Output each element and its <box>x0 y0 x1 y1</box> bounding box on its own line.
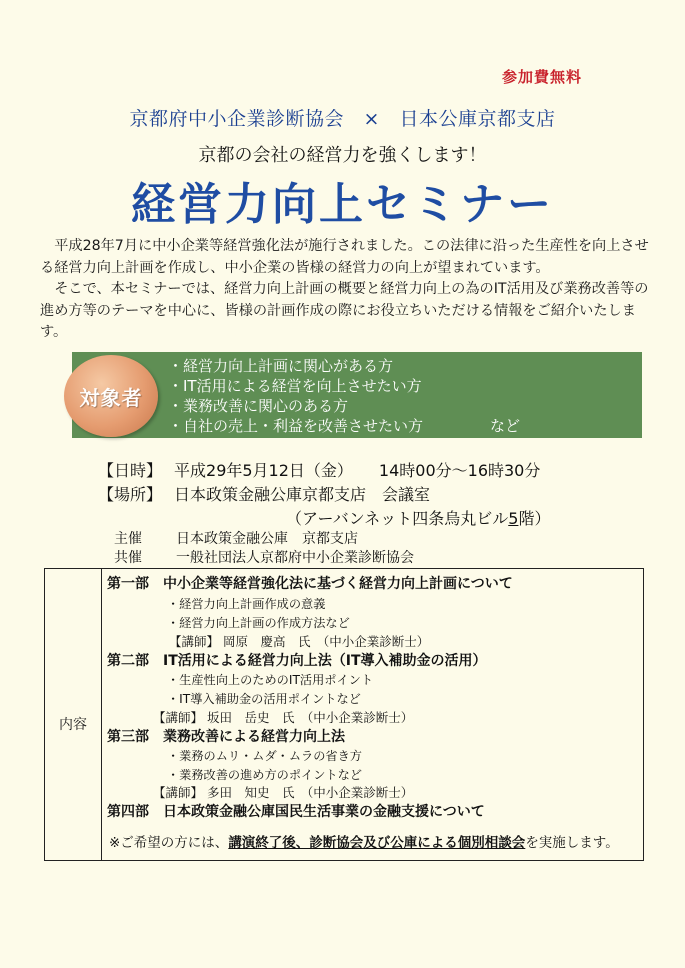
place-row <box>98 482 430 505</box>
part3-lecturer: 【講師】 多田 知史 氏 （中小企業診断士） <box>153 785 414 800</box>
part1-lecturer: 【講師】 岡原 慶高 氏 （中小企業診断士） <box>169 634 430 649</box>
seminar-title: 経営力向上セミナー <box>131 179 554 230</box>
place-building-name: （アーバンネット四条烏丸ビル <box>286 509 509 528</box>
consultation-note <box>109 831 619 851</box>
date-value: 平成29年5月12日（金） <box>174 461 353 480</box>
target-suffix: など <box>490 417 521 435</box>
target-audience-label: 対象者 <box>64 355 158 437</box>
place-floor: 5 <box>508 509 519 528</box>
host-label: 主催 <box>114 531 142 547</box>
note-emphasis: 講演終了後、診断協会及び公庫による個別相談会 <box>228 835 526 851</box>
cohost-value: 一般社団法人京都府中小企業診断協会 <box>176 550 414 566</box>
target-item-text: ・自社の売上・利益を改善させたい方 <box>168 417 424 435</box>
note-prefix: ※ご希望の方には、 <box>109 835 229 851</box>
part3-title: 第三部 業務改善による経営力向上法 <box>107 729 345 745</box>
part3-topic: ・業務のムリ・ムダ・ムラの省き方 <box>167 749 362 763</box>
part1-topic: ・経営力向上計画の作成方法など <box>167 616 350 630</box>
target-item: ・業務改善に関心のある方 <box>168 397 349 415</box>
part1-topic: ・経営力向上計画作成の意義 <box>167 597 326 611</box>
place-label: 【場所】 <box>98 485 163 504</box>
place-building <box>286 506 550 529</box>
part2-topic: ・生産性向上のためのIT活用ポイント <box>167 673 374 687</box>
host-value: 日本政策金融公庫 京都支店 <box>176 531 358 547</box>
note-suffix: を実施します。 <box>525 835 619 851</box>
program-label: 内容 <box>59 717 87 733</box>
organizers-heading: 京都府中小企業診断協会 × 日本公庫京都支店 <box>129 108 556 130</box>
part4-title: 第四部 日本政策金融公庫国民生活事業の金融支援について <box>107 804 485 820</box>
part3-topic: ・業務改善の進め方のポイントなど <box>167 768 362 782</box>
tagline: 京都の会社の経営力を強くします！ <box>198 145 487 166</box>
place-floor-suffix: 階） <box>518 509 551 528</box>
date-label: 【日時】 <box>98 461 163 480</box>
free-admission-badge: 参加費無料 <box>502 68 583 86</box>
host-row <box>114 528 358 548</box>
target-item <box>168 416 638 436</box>
part1-title: 第一部 中小企業等経営強化法に基づく経営力向上計画について <box>107 576 513 592</box>
time-value: 14時00分～16時30分 <box>378 461 541 480</box>
intro-paragraph-1: 平成28年7月に中小企業等経営強化法が施行されました。この法律に沿った生産性を向上させる経営力向上計画を作成し、中小企業の皆様の経営力の向上が望まれています。 <box>40 238 649 276</box>
intro-paragraph-2: そこで、本セミナーでは、経営力向上計画の概要と経営力向上の為のIT活用及び業務改善等の進め方等のテーマを中心に、皆様の計画作成の際にお役立ちいただける情報をご紹介いたします。 <box>40 281 649 340</box>
place-value: 日本政策金融公庫京都支店 会議室 <box>174 485 431 504</box>
target-item: ・IT活用による経営を向上させたい方 <box>168 377 422 395</box>
part2-lecturer: 【講師】 坂田 岳史 氏 （中小企業診断士） <box>153 710 414 725</box>
intro-text <box>40 236 650 344</box>
part2-title: 第二部 IT活用による経営力向上法（IT導入補助金の活用） <box>107 653 487 669</box>
target-audience-list <box>168 356 638 436</box>
part2-topic: ・IT導入補助金の活用ポイントなど <box>167 692 361 706</box>
cohost-label: 共催 <box>114 550 142 566</box>
date-row <box>98 458 540 481</box>
cohost-row <box>114 547 414 567</box>
target-item: ・経営力向上計画に関心がある方 <box>168 357 394 375</box>
